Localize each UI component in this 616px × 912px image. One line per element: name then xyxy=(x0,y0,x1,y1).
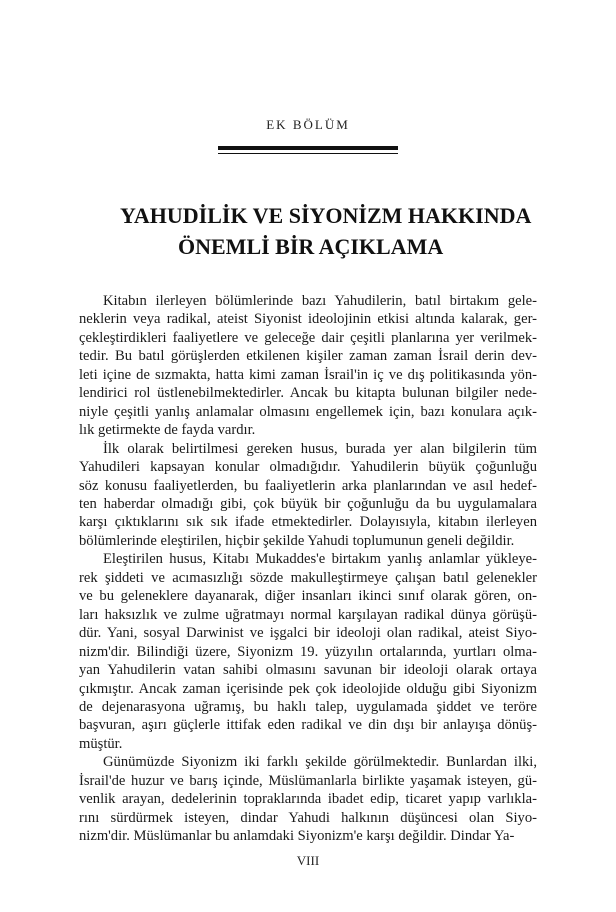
text-line: Kitabın ilerleyen bölümlerinde bazı Yahudilerin, batıl birtakım gele- xyxy=(103,293,537,309)
text-line: rını sürdürmek isteyen, dindar Yahudi halkının düşüncesi olan Siyo- xyxy=(79,809,537,826)
text-line: çekleştirdikleri faaliyetlere ve geleceğe dair çeşitli planlarına yer verilmek- xyxy=(79,329,537,346)
text-line: dür. Yani, sosyal Darwinist ve işgalci bir ideoloji olan radikal, ateist Siyo- xyxy=(79,625,537,642)
text-line: ve bu geleneklere dayanarak, diğer insanları ikinci sınıf olarak gören, on- xyxy=(79,588,537,605)
paragraph xyxy=(79,550,537,753)
text-line: de dejenarasyona uğramış, bu haklı talep, uygulamada şiddet ve teröre xyxy=(79,698,537,715)
text-line: nizm'dir. Bilindiği üzere, Siyonizm 19. yüzyılın ortalarında, yurtları olma- xyxy=(79,643,537,660)
text-line: İlk olarak belirtilmesi gereken husus, burada yer alan bilgilerin tüm xyxy=(103,440,537,457)
text-line: tedir. Bu batıl görüşlerden etkilenen kişiler zaman zaman İsrail derin dev- xyxy=(79,348,537,365)
text-line: lık getirmekte de fayda vardır. xyxy=(79,422,256,439)
text-line: niyle çeşitli yanlış anlamalar olmasını engellemek için, bazı konulara açık- xyxy=(79,403,537,420)
text-line: ları haksızlık ve zulme uğratmayı normal karşılayan radikal dünya görüşü- xyxy=(79,606,537,623)
text-line: Yahudileri kapsayan konular olmadığıdır. Yahudilerin büyük çoğunluğu xyxy=(79,459,537,476)
text-line: lendirici rol üstlenebilmektedirler. Ancak bu kitapta bulunan bilgiler nede- xyxy=(79,385,537,402)
page-number: VIII xyxy=(296,853,320,868)
text-line: çıkmıştır. Ancak zaman içerisinde pek çok ideolojide olduğu gibi Siyonizm xyxy=(79,680,537,697)
text-line: karşı çıktıklarını sık sık ifade etmektedirler. Dolayısıyla, kitabın ilerleyen xyxy=(79,514,537,531)
text-line: venlik arayan, dedelerinin topraklarında ibadet edip, ticaret yapıp varlıkla- xyxy=(79,791,537,808)
body-text xyxy=(79,292,537,846)
text-line: müştür. xyxy=(79,735,123,752)
text-line: leti içine de sızmakta, hatta kimi zaman İsrail'in iç ve dış politikasında yön- xyxy=(79,366,537,383)
chapter-title-line-1: YAHUDİLİK VE SİYONİZM HAKKINDA xyxy=(120,203,532,228)
chapter-title-line-2: ÖNEMLİ BİR AÇIKLAMA xyxy=(178,234,444,259)
text-line: yan Yahudilerin vatan sahibi olmasını savunan bir ideoloji olarak ortaya xyxy=(79,662,537,679)
text-line: başvuran, aşırı güçlerle ittifak eden radikal ve din dışı bir anlayışa dönüş- xyxy=(79,717,537,734)
header-rule-thin xyxy=(218,153,398,154)
paragraph xyxy=(79,753,537,845)
text-line: Eleştirilen husus, Kitabı Mukaddes'e birtakım yanlış anlamlar yükleye- xyxy=(103,551,537,568)
text-line: nizm'dir. Müslümanlar bu anlamdaki Siyonizm'e karşı değildir. Dindar Ya- xyxy=(79,828,515,845)
text-line: ten haberdar olmadığı gibi, çok büyük bir çoğunluğu da bu uygulamalara xyxy=(79,495,537,512)
text-line: neklerin veya radikal, ateist Siyonist ideolojinin etkisi altında kalarak, ger- xyxy=(79,311,537,328)
text-line: rek şiddeti ve acımasızlığı sözde makulleştirmeye çalışan batıl gelenekler xyxy=(79,569,537,586)
header-rule-thick xyxy=(218,146,398,150)
text-line: söz konusu faaliyetlerden, bu faaliyetlerin arka planlarından ve asıl hedef- xyxy=(79,477,537,494)
text-line: Günümüzde Siyonizm iki farklı şekilde görülmektedir. Bunlardan ilki, xyxy=(103,754,537,771)
text-line: bölümlerinde eleştirilen, hiçbir şekilde Yahudi toplumunun geneli değildir. xyxy=(79,532,515,549)
chapter-title xyxy=(0,200,616,262)
paragraph xyxy=(79,292,537,440)
section-label: EK BÖLÜM xyxy=(266,117,350,132)
paragraph xyxy=(79,440,537,551)
text-line: İsrail'de huzur ve barış içinde, Müslümanlarla birlikte yaşamak isteyen, gü- xyxy=(79,772,537,789)
